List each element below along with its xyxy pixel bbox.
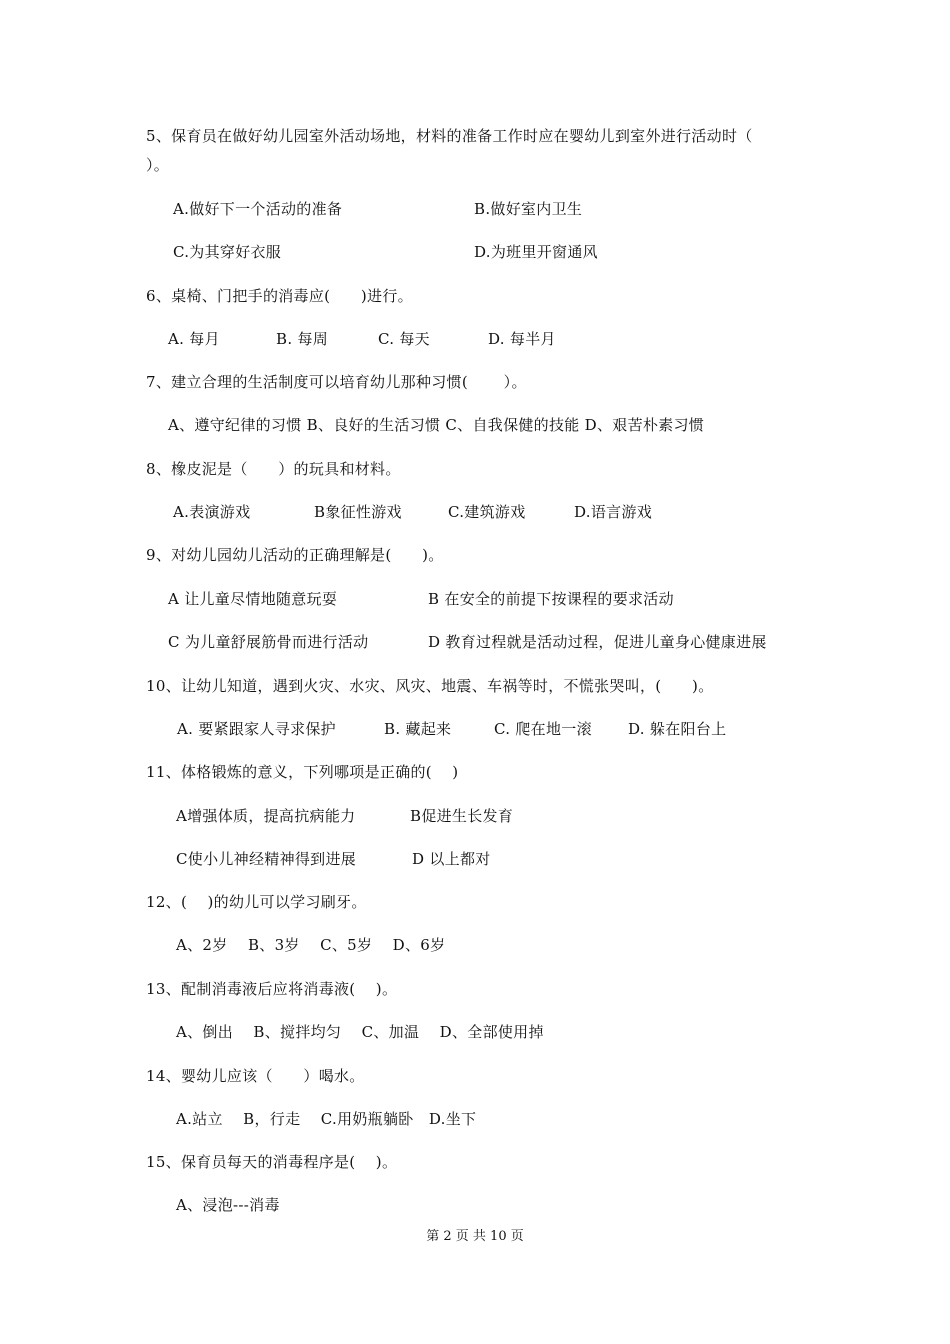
- q11-stem: 11、体格锻炼的意义，下列哪项是正确的( ): [146, 763, 459, 781]
- q13-stem: 13、配制消毒液后应将消毒液( )。: [146, 980, 398, 998]
- q10-option-c: C. 爬在地一滚: [494, 720, 592, 738]
- q6-stem: 6、桌椅、门把手的消毒应( )进行。: [146, 287, 413, 305]
- q5-option-b: B.做好室内卫生: [474, 200, 583, 218]
- q8-stem: 8、橡皮泥是（ ）的玩具和材料。: [146, 460, 401, 478]
- q15-option-a: A、浸泡---消毒: [176, 1196, 280, 1214]
- q6-option-a: A. 每月: [168, 330, 220, 348]
- q10-option-a: A. 要紧跟家人寻求保护: [177, 720, 336, 738]
- q11-option-c: C使小儿神经精神得到进展: [176, 850, 357, 868]
- q6-option-c: C. 每天: [378, 330, 430, 348]
- q9-option-d: D 教育过程就是活动过程，促进儿童身心健康进展: [428, 633, 767, 651]
- q11-option-b: B促进生长发育: [410, 807, 514, 825]
- q12-stem: 12、( )的幼儿可以学习刷牙。: [146, 893, 367, 911]
- q5-option-a: A.做好下一个活动的准备: [173, 200, 343, 218]
- q14-options: A.站立 B，行走 C.用奶瓶躺卧 D.坐下: [176, 1110, 477, 1128]
- q11-option-d: D 以上都对: [412, 850, 491, 868]
- q7-options: A、遵守纪律的习惯 B、良好的生活习惯 C、自我保健的技能 D、艰苦朴素习惯: [168, 416, 705, 434]
- q8-option-c: C.建筑游戏: [448, 503, 526, 521]
- q10-stem: 10、让幼儿知道，遇到火灾、水灾、风灾、地震、车祸等时，不慌张哭叫，( )。: [146, 677, 714, 695]
- q5-option-c: C.为其穿好衣服: [173, 243, 282, 261]
- q8-option-b: B象征性游戏: [314, 503, 402, 521]
- q6-option-d: D. 每半月: [488, 330, 556, 348]
- q10-option-d: D. 躲在阳台上: [628, 720, 727, 738]
- q8-option-a: A.表演游戏: [173, 503, 251, 521]
- q9-option-b: B 在安全的前提下按课程的要求活动: [428, 590, 674, 608]
- q9-option-c: C 为儿童舒展筋骨而进行活动: [168, 633, 369, 651]
- q5-stem-line2: ）。: [146, 156, 170, 174]
- page-number-footer: 第 2 页 共 10 页: [426, 1229, 524, 1244]
- q6-option-b: B. 每周: [276, 330, 329, 348]
- q14-stem: 14、婴幼儿应该（ ）喝水。: [146, 1067, 365, 1085]
- q15-stem: 15、保育员每天的消毒程序是( )。: [146, 1153, 398, 1171]
- q5-stem-line1: 5、保育员在做好幼儿园室外活动场地，材料的准备工作时应在婴幼儿到室外进行活动时（: [146, 127, 753, 145]
- q9-option-a: A 让儿童尽情地随意玩耍: [168, 590, 338, 608]
- q7-stem: 7、建立合理的生活制度可以培育幼儿那种习惯( ）。: [146, 373, 527, 391]
- q5-option-d: D.为班里开窗通风: [474, 243, 598, 261]
- q10-option-b: B. 藏起来: [384, 720, 452, 738]
- q11-option-a: A增强体质，提高抗病能力: [176, 807, 356, 825]
- q12-options: A、2岁 B、3岁 C、5岁 D、6岁: [176, 936, 446, 954]
- q8-option-d: D.语言游戏: [574, 503, 653, 521]
- q9-stem: 9、对幼儿园幼儿活动的正确理解是( )。: [146, 546, 444, 564]
- q13-options: A、倒出 B、搅拌均匀 C、加温 D、全部使用掉: [176, 1023, 544, 1041]
